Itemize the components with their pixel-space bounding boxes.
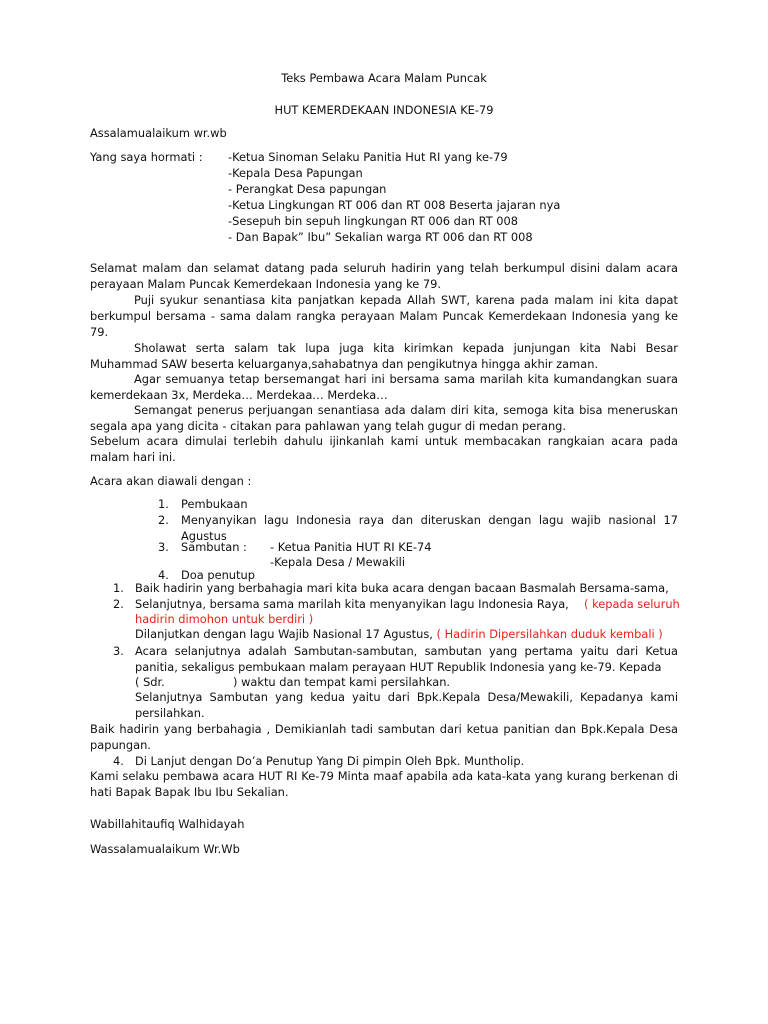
sholawat-paragraph: Sholawat serta salam tak lupa juga kita kirimkan kepada junjungan kita Nabi Besar Muhammad SAW beserta keluarganya,sahabatnya dan pengikutnya hingga akhir zaman.	[90, 341, 678, 371]
document-title: Teks Pembawa Acara Malam Puncak	[281, 71, 487, 85]
agenda-number: 4.	[158, 568, 169, 582]
step-number: 4.	[113, 754, 124, 768]
step-text: Di Lanjut dengan Do’a Penutup Yang Di pimpin Oleh Bpk. Muntholip.	[135, 754, 525, 768]
step-number: 3.	[113, 644, 124, 658]
closing-phrase: Wabillahitaufiq Walhidayah	[90, 817, 245, 831]
step-text: Selanjutnya, bersama sama marilah kita menyanyikan lagu Indonesia Raya,	[135, 597, 569, 611]
step-text: Dilanjutkan dengan lagu Wajib Nasional 17 Agustus,	[135, 627, 433, 641]
welcome-paragraph: Selamat malam dan selamat datang pada seluruh hadirin yang telah berkumpul disini dalam acara perayaan Malam Puncak Kemerdekaan Indonesia yang ke 79.	[90, 261, 678, 291]
gratitude-paragraph: Puji syukur senantiasa kita panjatkan kepada Allah SWT, karena pada malam ini kita dapat berkumpul bersama - sama dalam rangka perayaan Malam Puncak Kemerdekaan Indonesia yang ke 79.	[90, 293, 678, 339]
step-number: 1.	[113, 581, 124, 595]
step-text	[135, 627, 663, 643]
apology-paragraph: Kami selaku pembawa acara HUT RI Ke-79 Minta maaf apabila ada kata-kata yang kurang berkenan di hati Bapak Bapak Ibu Ibu Sekalian.	[90, 769, 678, 799]
step-number: 2.	[113, 597, 124, 611]
before-program-paragraph: Sebelum acara dimulai terlebih dahulu ijinkanlah kami untuk membacakan rangkaian acara pada malam hari ini.	[90, 434, 678, 464]
successor-paragraph: Semangat penerus perjuangan senantiasa ada dalam diri kita, semoga kita bisa meneruskan segala apa yang dicita - citakan para pahlawan yang telah gugur di medan perang.	[90, 403, 678, 433]
honor-label: Yang saya hormati :	[90, 150, 203, 164]
agenda-speaker: -Kepala Desa / Mewakili	[270, 555, 405, 569]
closing-greeting: Wassalamualaikum Wr.Wb	[90, 842, 240, 856]
step-text: Acara selanjutnya adalah Sambutan-sambutan, sambutan yang pertama yaitu dari Ketua panitia, sekaligus pembukaan malam perayaan HUT Republik Indonesia yang ke-79. Kepada	[135, 644, 678, 674]
honored-guest: -Ketua Sinoman Selaku Panitia Hut RI yang ke-79	[228, 150, 508, 164]
honored-guest: -Kepala Desa Papungan	[228, 166, 363, 180]
honored-guest: - Perangkat Desa papungan	[228, 182, 387, 196]
agenda-speaker: - Ketua Panitia HUT RI KE-74	[270, 540, 432, 554]
agenda-number: 2.	[158, 513, 169, 527]
agenda-intro: Acara akan diawali dengan :	[90, 474, 252, 488]
document-subtitle: HUT KEMERDEKAAN INDONESIA KE-79	[274, 103, 494, 117]
agenda-item: Doa penutup	[181, 568, 255, 582]
agenda-item: Pembukaan	[181, 497, 248, 511]
step-text: Baik hadirin yang berbahagia mari kita buka acara dengan bacaan Basmalah Bersama-sama,	[135, 581, 669, 595]
step-note-red: ( kepada seluruh	[584, 597, 680, 611]
honored-guest: -Sesepuh bin sepuh lingkungan RT 006 dan RT 008	[228, 214, 519, 228]
step-note-red: ( Hadirin Dipersilahkan duduk kembali )	[436, 627, 663, 641]
agenda-number: 3.	[158, 540, 169, 554]
honored-guest: -Ketua Lingkungan RT 006 dan RT 008 Beserta jajaran nya	[228, 198, 561, 212]
step-text: ) waktu dan tempat kami persilahkan.	[233, 675, 451, 689]
step-text: Selanjutnya Sambutan yang kedua yaitu dari Bpk.Kepala Desa/Mewakili, Kepadanya kami persilahkan.	[135, 690, 678, 720]
agenda-item: Menyanyikan lagu Indonesia raya dan diteruskan dengan lagu wajib nasional 17 Agustus	[181, 513, 678, 543]
opening-greeting: Assalamualaikum wr.wb	[90, 126, 227, 140]
agenda-number: 1.	[158, 497, 169, 511]
step-note-red: hadirin dimohon untuk berdiri )	[135, 612, 314, 626]
agenda-item: Sambutan :	[181, 540, 247, 554]
thanks-paragraph: Baik hadirin yang berbahagia , Demikianlah tadi sambutan dari ketua panitian dan Bpk.Kepala Desa papungan.	[90, 722, 678, 752]
step-text: ( Sdr.	[135, 675, 165, 689]
spirit-paragraph: Agar semuanya tetap bersemangat hari ini bersama sama marilah kita kumandangkan suara kemerdekaan 3x, Merdeka… Merdekaa… Merdeka…	[90, 372, 678, 402]
honored-guest: - Dan Bapak” Ibu” Sekalian warga RT 006 dan RT 008	[228, 230, 533, 244]
